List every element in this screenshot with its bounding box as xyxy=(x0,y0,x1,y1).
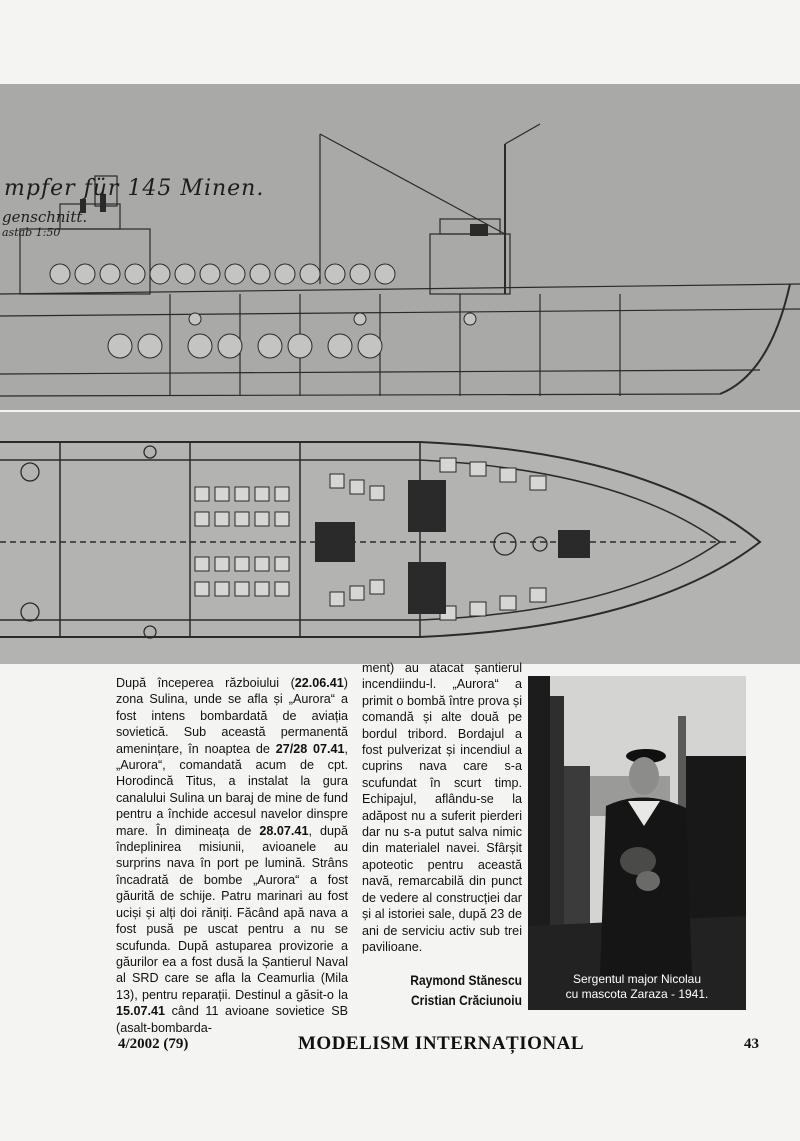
blueprint-title: mpfer für 145 Minen. xyxy=(4,176,265,201)
blueprint-scale: astab 1:50 xyxy=(2,226,61,239)
article-column-middle xyxy=(362,660,522,955)
author-name: Cristian Crăciunoiu xyxy=(410,992,522,1008)
side-view-drawing xyxy=(0,84,800,410)
article-text-run: ) zona Sulina, unde se afla și „Aurora“ a fost intens bombardată de aviația sovietică. Sub această permanentă amenințare, în noaptea de xyxy=(116,676,348,756)
sailor-photo-image xyxy=(528,676,746,1010)
blueprint-side-view xyxy=(0,84,800,410)
article-text-run: când 11 avioane sovietice SB (asalt-bombarda- xyxy=(116,1004,348,1035)
photo-caption xyxy=(528,972,746,1002)
author-name: Raymond Stănescu xyxy=(410,972,522,988)
blueprint-subtitle: genschnitt. xyxy=(2,208,88,226)
article-paragraph-middle: ment) au atacat șantierul incendiindu-l. „Aurora“ a primit o bombă între prova și comandă și alte două pe bordul tribord. Bordajul a fost pulverizat și incendiul a cuprins nava care s-a scufundat în scurt timp. Echipajul, aflându-se la adăpost nu a suferit pierderi dar nu s-a putut salva nimic din materialel navei. Sfârșit apoteotic pentru această navă, remarcabilă din punct de vedere al construcției dar și al istoriei sale, după 23 de ani de serviciu activ sub trei pavilioane. xyxy=(362,661,522,954)
issue-number: 4/2002 (79) xyxy=(118,1036,189,1052)
article-date: 28.07.41 xyxy=(259,823,309,838)
photo-caption-line: cu mascota Zaraza - 1941. xyxy=(565,987,709,1001)
article-date: 27/28 07.41 xyxy=(275,741,345,756)
article-date: 22.06.41 xyxy=(294,676,344,690)
article-text-run: După începerea războiului ( xyxy=(116,676,295,690)
magazine-title: MODELISM INTERNAȚIONAL xyxy=(298,1033,585,1054)
article-text-run: , după îndeplinirea misiunii, avioanele au surprins nava în port pe lumină. Strâns încadrată de bombe „Aurora“ a fost găurită de schije. Patru marinari au fost uciși și alți doi răniți. Făcând apă nava a fost pusă pe uscat pentru a nu se scufunda. După astuparea provizorie a găurilor ea a fost dusă la Șantierul Naval al SRD care se afla la Ceamurlia (Mila 13), pentru reparații. Destinul a găsit-o la xyxy=(116,823,348,1002)
page-number: 43 xyxy=(744,1036,759,1052)
article-date: 15.07.41 xyxy=(116,1004,166,1019)
article-authors xyxy=(384,970,522,1010)
sailor-photo xyxy=(528,676,746,1010)
article-text-run: , „Aurora“, comandată acum de cpt. Horodincă Titus, a instalat la gura canalului Sulina un baraj de mine de fund pentru a închide accesul navelor dinspre mare. În dimineața de xyxy=(116,741,349,838)
article-column-left xyxy=(116,675,348,1036)
article-paragraph-left xyxy=(116,675,348,1036)
blueprint-deck-plan xyxy=(0,412,800,664)
deck-plan-drawing xyxy=(0,412,800,664)
photo-caption-line: Sergentul major Nicolau xyxy=(572,972,702,986)
